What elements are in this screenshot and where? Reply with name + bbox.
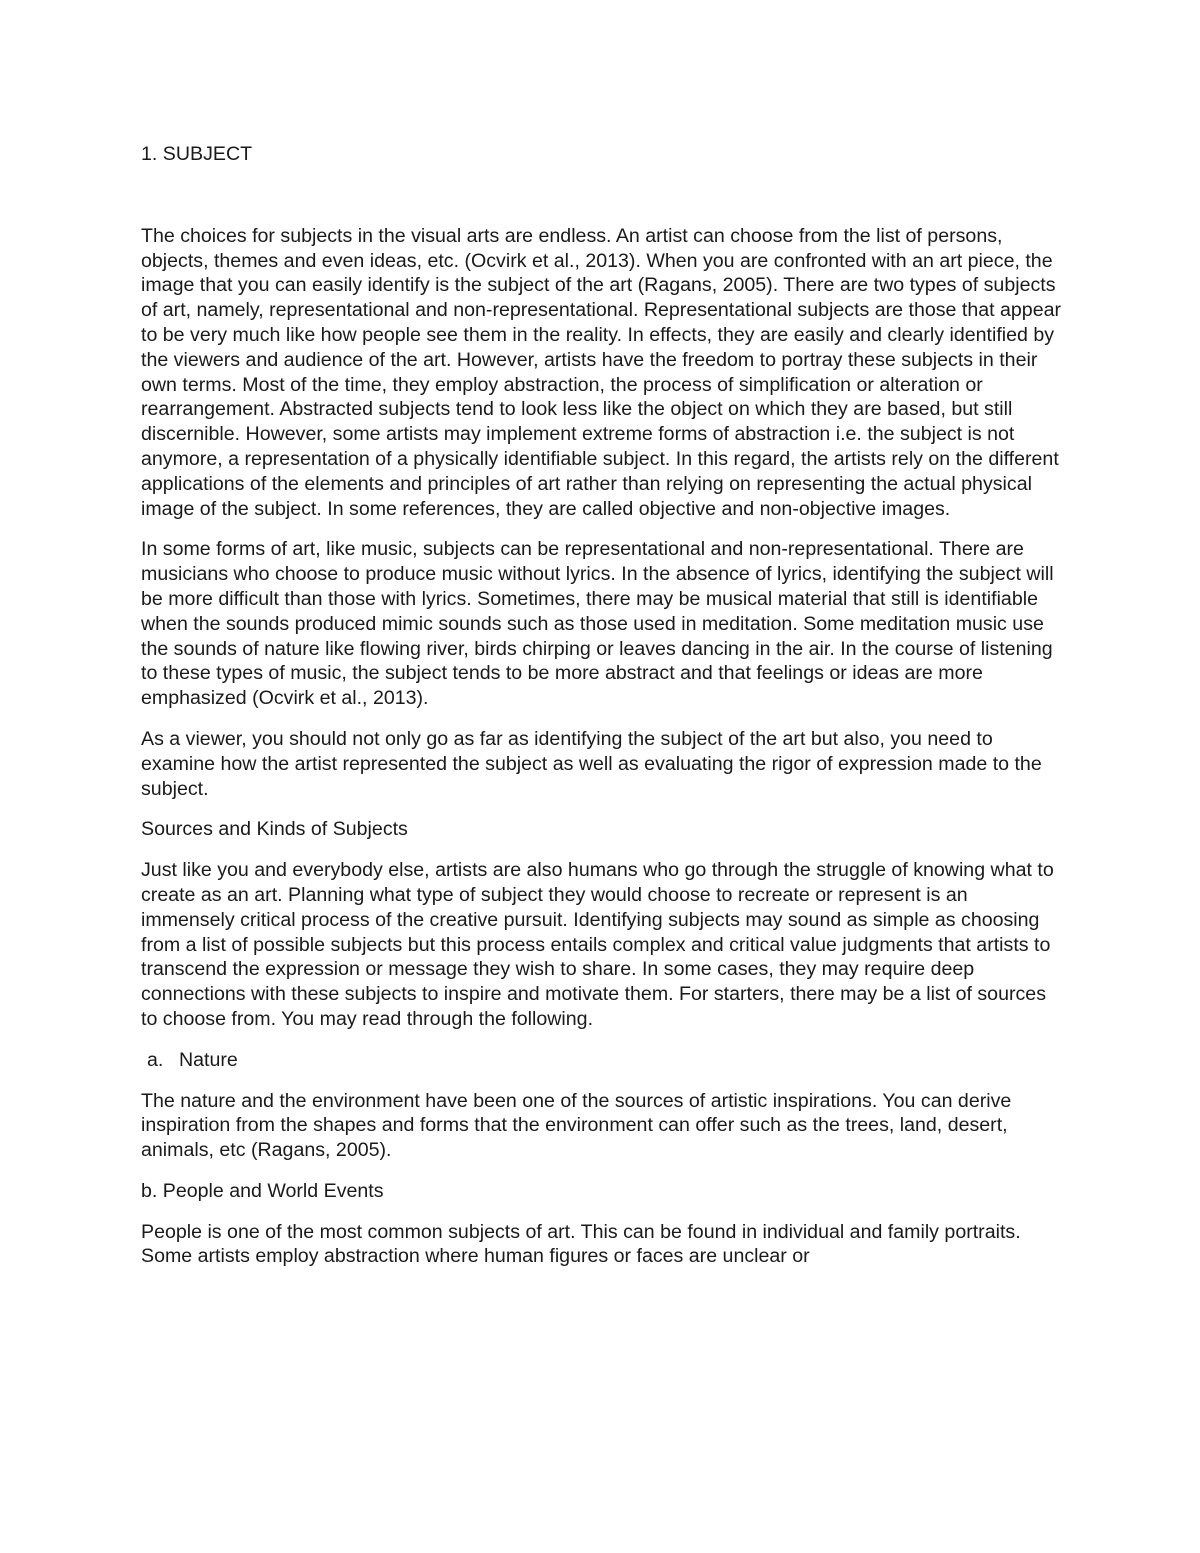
paragraph-sources: Just like you and everybody else, artists are also humans who go through the struggle of knowing what to create as an art. Planning what type of subject they would choose to recreate or represent is an immensely critical process of the creative pursuit. Identifying subjects may sound as simple as choosing from a list of possible subjects but this process entails complex and critical value judgments that artists to transcend the expression or message they wish to share. In some cases, they may require deep connections with these subjects to inspire and motivate them. For starters, there may be a list of sources to choose from. You may read through the following. <box>141 859 1054 1030</box>
paragraph-viewer-role: As a viewer, you should not only go as far as identifying the subject of the art but also, you need to examine how the artist represented the subject as well as evaluating the rigor of expression made to the subject. <box>141 727 1042 800</box>
list-item-nature <box>141 1048 1066 1073</box>
paragraph-people: People is one of the most common subjects of art. This can be found in individual and family portraits. Some artists employ abstraction where human figures or faces are unclear or <box>141 1220 1021 1268</box>
section-title: 1. SUBJECT <box>141 143 253 165</box>
paragraph-nature: The nature and the environment have been one of the sources of artistic inspirations. You can derive inspiration from the shapes and forms that the environment can offer such as the trees, land, desert, animals, etc (Ragans, 2005). <box>141 1089 1012 1162</box>
people-events-heading: b. People and World Events <box>141 1179 384 1202</box>
paragraph-music-subjects: In some forms of art, like music, subjects can be representational and non-representational. There are musicians who choose to produce music without lyrics. In the absence of lyrics, identifying the subject will be more difficult than those with lyrics. Sometimes, there may be musical material that still is identifiable when the sounds produced mimic sounds such as those used in meditation. Some meditation music use the sounds of nature like flowing river, birds chirping or leaves dancing in the air. In the course of listening to these types of music, the subject tends to be more abstract and that feelings or ideas are more emphasized (Ocvirk et al., 2013). <box>141 538 1054 710</box>
document-body <box>141 142 1066 1285</box>
sources-heading: Sources and Kinds of Subjects <box>141 818 408 841</box>
paragraph-subject-intro: The choices for subjects in the visual arts are endless. An artist can choose from the list of persons, objects, themes and even ideas, etc. (Ocvirk et al., 2013). When you are confronted with an art piece, the image that you can easily identify is the subject of the art (Ragans, 2005). There are two types of subjects of art, namely, representational and non-representational. Representational subjects are those that appear to be very much like how people see them in the reality. In effects, they are easily and clearly identified by the viewers and audience of the art. However, artists have the freedom to portray these subjects in their own terms. Most of the time, they employ abstraction, the process of simplification or alteration or rearrangement. Abstracted subjects tend to look less like the object on which they are based, but still discernible. However, some artists may implement extreme forms of abstraction i.e. the subject is not anymore, a representation of a physically identifiable subject. In this regard, the artists rely on the different applications of the elements and principles of art rather than relying on representing the actual physical image of the subject. In some references, they are called objective and non-objective images. <box>141 224 1062 520</box>
list-marker-a: a. <box>147 1048 164 1071</box>
list-label-nature: Nature <box>179 1048 238 1071</box>
